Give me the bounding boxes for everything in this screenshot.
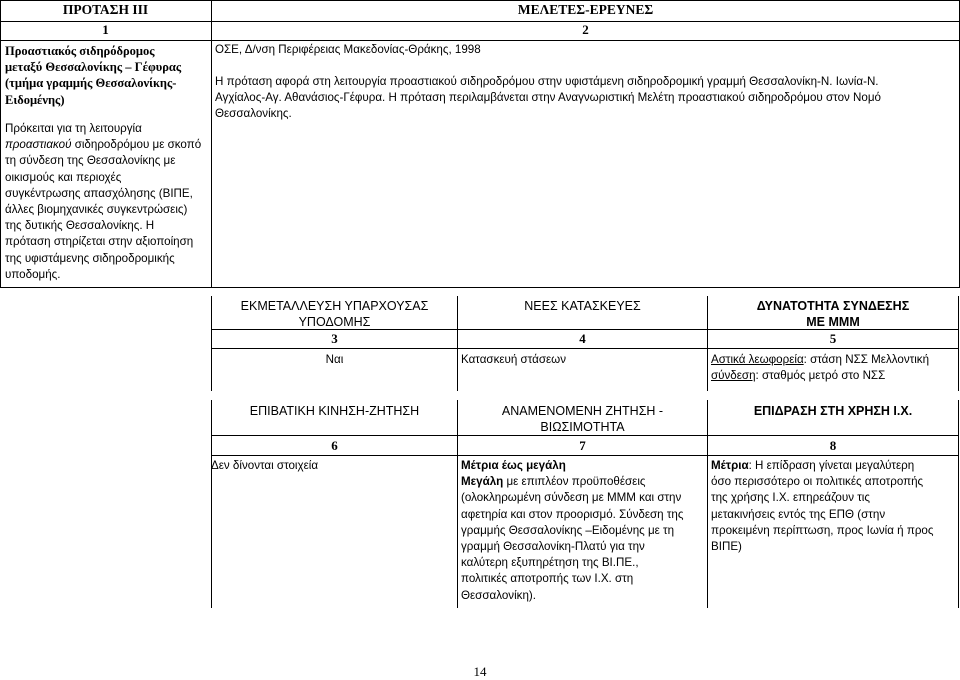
header-car-use-impact: ΕΠΙΔΡΑΣΗ ΣΤΗ ΧΡΗΣΗ Ι.Χ. xyxy=(753,404,913,418)
mid-number-5: 5 xyxy=(829,331,837,346)
mid-number-3: 3 xyxy=(331,331,338,346)
existing-infrastructure-value: Ναι xyxy=(325,353,344,366)
page-number: 14 xyxy=(473,664,487,679)
study-description: Η πρόταση αφορά στη λειτουργία προαστιακού σιδηροδρόμου στην υφιστάμενη σιδηροδρομική γραμμή Θεσσαλονίκη-Ν. Ιωνία-Ν. Αγχίαλος-Αγ. Αθανάσιος-Γέφυρα. Η πρόταση περιλαμβάνεται στην Αναγνωριστική Μελέτη προαστιακού σιδηροδρόμου στον Νομό Θεσσαλονίκης. xyxy=(215,75,881,121)
bottom-number-6: 6 xyxy=(331,438,338,453)
header-mmm-connection: ΔΥΝΑΤΟΤΗΤΑ ΣΥΝΔΕΣΗΣ ΜΕ ΜΜΜ xyxy=(756,299,910,329)
col2-number: 2 xyxy=(582,22,589,37)
col1-number: 1 xyxy=(102,22,109,37)
mmm-connection-value: Αστικά λεωφορεία: στάση ΝΣΣ Μελλοντική σύνδεση: σταθμός μετρό στο ΝΣΣ xyxy=(711,353,930,383)
header-passenger-demand: ΕΠΙΒΑΤΙΚΗ ΚΙΝΗΣΗ-ΖΗΤΗΣΗ xyxy=(249,404,420,418)
bottom-number-7: 7 xyxy=(579,438,586,453)
header-expected-demand: ΑΝΑΜΕΝΟΜΕΝΗ ΖΗΤΗΣΗ - ΒΙΩΣΙΜΟΤΗΤΑ xyxy=(501,404,664,434)
bottom-number-8: 8 xyxy=(829,438,837,453)
car-use-impact-value: Μέτρια: Η επίδραση γίνεται μεγαλύτερη όσο περισσότερο οι πολιτικές αποτροπής της χρήσης Ι.Χ. επηρεάζουν τις μετακινήσεις εντός της ΕΠΘ (στην προκειμένη περίπτωση, προς Ιωνία ή προς ΒΙΠΕ) xyxy=(711,459,934,554)
study-source: ΟΣΕ, Δ/νση Περιφέρειας Μακεδονίας-Θράκης, 1998 xyxy=(215,43,481,56)
expected-demand-value: Μέτρια έως μεγάλη Μεγάλη με επιπλέον προϋποθέσεις (ολοκληρωμένη σύνδεση με ΜΜΜ και στην αφετηρία και στον προορισμό. Σύνδεση της γραμμής Θεσσαλονίκης –Ειδομένης με τη γραμμή Θεσσαλονίκη-Πλατύ για την καλύτερη εξυπηρέτηση της ΒΙ.ΠΕ., πολιτικές αποτροπής των Ι.Χ. στη Θεσσαλονίκη). xyxy=(461,459,684,602)
proposal-description: Πρόκειται για τη λειτουργία προαστιακού σιδηροδρόμου με σκοπό τη σύνδεση της Θεσσαλονίκης με οικισμούς και περιοχές συγκέντρωσης απασχόλησης (ΒΙΠΕ, άλλες βιομηχανικές συγκεντρώσεις) της δυτικής Θεσσαλονίκης. Η πρόταση στηρίζεται στην αξιοποίηση της υφιστάμενης σιδηροδρομικής υποδομής. xyxy=(5,122,202,281)
header-existing-infrastructure: ΕΚΜΕΤΑΛΛΕΥΣΗ ΥΠΑΡΧΟΥΣΑΣ ΥΠΟΔΟΜΗΣ xyxy=(240,299,429,329)
proposal-title: Προαστιακός σιδηρόδρομος μεταξύ Θεσσαλονίκης – Γέφυρας (τμήμα γραμμής Θεσσαλονίκης- Ειδομένης) xyxy=(5,44,182,107)
header-new-construction: ΝΕΕΣ ΚΑΤΑΣΚΕΥΕΣ xyxy=(524,299,641,313)
new-construction-value: Κατασκευή στάσεων xyxy=(461,353,566,366)
col1-header: ΠΡΟΤΑΣΗ ΙΙΙ xyxy=(62,2,149,17)
col2-header: ΜΕΛΕΤΕΣ-ΕΡΕΥΝΕΣ xyxy=(517,2,654,17)
passenger-demand-value: Δεν δίνονται στοιχεία xyxy=(211,459,319,472)
mid-number-4: 4 xyxy=(579,331,586,346)
